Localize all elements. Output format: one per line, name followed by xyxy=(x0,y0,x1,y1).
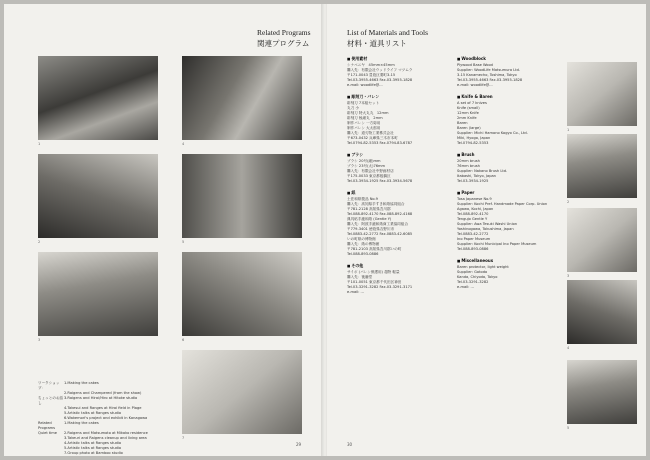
section-line: 彫刻刀 特大丸丸 12mm xyxy=(347,111,389,115)
material-section xyxy=(457,190,557,252)
section-title: ■ 彫刻刀・バレン xyxy=(347,94,447,100)
section-line: Miki, Hyogo, Japan xyxy=(457,136,491,140)
section-line: Supplier: Kochi Municipal Ino Paper Museum xyxy=(457,242,537,246)
section-line: シナベニヤ 45mm×45mm xyxy=(347,63,395,67)
heading-en: Related Programs xyxy=(257,28,311,37)
section-line: Knife (small) xyxy=(457,106,480,110)
section-line: 〒175-0033 東京都板橋区 xyxy=(347,174,391,178)
photo-6 xyxy=(182,252,302,336)
section-line: 12mm Knife xyxy=(457,111,479,115)
materials-column-en xyxy=(457,56,557,296)
material-section xyxy=(347,94,447,146)
photo-number: 3 xyxy=(567,274,570,278)
section-line: 〒171-0043 豊島区要町3-15 xyxy=(347,73,396,77)
section-line: Tel.088-892-4170 Fax.088-892-4168 xyxy=(347,212,413,216)
section-line: 制作バレン 大太郎用 xyxy=(347,126,381,130)
section-line: 典具帖手漉和紙 (Gentle Y) xyxy=(347,217,392,221)
section-line: Supplier: Michi Hamono Kogyo Co., Ltd. xyxy=(457,131,528,135)
heading-en: List of Materials and Tools xyxy=(347,28,428,37)
section-line: Supplier: WoodLife Matsumura Ltd. xyxy=(457,68,521,72)
photo-number: 6 xyxy=(182,338,185,342)
tool-photo-2 xyxy=(567,134,637,198)
section-line: A set of 7 knives xyxy=(457,101,487,105)
materials-column-jp xyxy=(347,56,447,301)
section-line: Tel.03-3291-3282 xyxy=(457,280,489,284)
tool-photo-5 xyxy=(567,360,637,424)
section-line: いの町紙の博物館 xyxy=(347,237,376,241)
section-line: Tel.03-3955-4663 Fax.03-3955-1828 xyxy=(457,78,523,82)
material-section xyxy=(457,56,557,88)
material-section xyxy=(457,94,557,146)
photo-number: 1 xyxy=(567,128,570,132)
section-line: 〒781-2128 高知県吾川郡 xyxy=(347,207,391,211)
section-line: 購入先：高知県手すき和紙協同組合 xyxy=(347,202,405,206)
section-line: 彫刻刀 極細丸 2mm xyxy=(347,116,383,120)
section-title: ■ 紙 xyxy=(347,190,447,196)
section-title: ■ Miscellaneous xyxy=(457,258,557,264)
tool-photo-3 xyxy=(567,208,637,272)
section-line: 購入先：有限会社中野画材店 xyxy=(347,169,394,173)
photo-3 xyxy=(38,252,158,336)
photo-number: 5 xyxy=(567,426,570,430)
section-line: Tel.03-3955-4663 Fax.03-3955-1828 xyxy=(347,78,413,82)
section-line: Tel.03-3291-3282 Fax.03-3291-3171 xyxy=(347,285,413,289)
photo-captions: ワークショップ： 1.Making the cakes 2.Raigens and Champered (from the show) ちょっとのお話し 3.Raigens and Hirai/Hiro at Hitoke studio 4.Takesui and Ranges at Hirai field in Plage 5.Artistic talks at Ranges studio 6.Wakemori's project and exhibit in Kanagawa Related Programs 1.Making the cakes Quiet time 2.Raigens and Matsumoto at Mikako residence 3.Takeuri and Raigens cleanup and living area 4.Artistic talks at Ranges studio 5.Artistic talks at Ranges studio 7.Group photo at Bamboo studio xyxy=(38,381,148,455)
section-line: 丸刀 小 xyxy=(347,106,359,110)
section-title: ■ その他 xyxy=(347,263,447,269)
section-line: 購入先：道刃物工業株式会社 xyxy=(347,131,394,135)
photo-4 xyxy=(182,56,302,140)
material-section xyxy=(347,263,447,295)
section-line: Tel.088-893-0886 xyxy=(347,252,379,256)
section-line: e-mail: woodlife@... xyxy=(347,83,383,87)
photo-number: 4 xyxy=(182,142,185,146)
section-title: ■ ブラシ xyxy=(347,152,447,158)
section-line: Tosa Japanese No.9 xyxy=(457,197,492,201)
photo-1 xyxy=(38,56,158,140)
section-line: Yoshinogawa, Tokushima, Japan xyxy=(457,227,514,231)
section-title: ■ Paper xyxy=(457,190,557,196)
section-line: 〒673-0432 兵庫県三木市本町 xyxy=(347,136,398,140)
section-line: Ino Paper Museum xyxy=(457,237,491,241)
section-line: Plywood Base Wood xyxy=(457,63,493,67)
section-line: Agawa, Kochi, Japan xyxy=(457,207,494,211)
section-line: Tel.03-3934-1925 xyxy=(457,179,489,183)
photo-number: 4 xyxy=(567,346,570,350)
section-line: Baren protector, light weight xyxy=(457,265,509,269)
section-line: Tengujo Gentle Y xyxy=(457,217,488,221)
tool-photo-4 xyxy=(567,280,637,344)
photo-number: 2 xyxy=(567,200,570,204)
heading-jp: 材料・道具リスト xyxy=(347,39,407,48)
section-line: Supplier: Awa Tesuki Washi Union xyxy=(457,222,518,226)
section-line: 76mm brush xyxy=(457,164,480,168)
photo-number: 2 xyxy=(38,240,41,244)
section-line: 〒781-2103 高知県吾川郡いの町 xyxy=(347,247,402,251)
photo-5 xyxy=(182,154,302,238)
section-line: ブラシ 23号(太)76mm xyxy=(347,164,386,168)
section-line: Tel.0883-42-2772 xyxy=(457,232,489,236)
section-line: 購入先：阿波手漉和紙商工業協同組合 xyxy=(347,222,409,226)
section-title: ■ 使用素材 xyxy=(347,56,447,62)
section-line: 彫刻刀 7本組セット xyxy=(347,101,380,105)
right-heading xyxy=(347,28,428,49)
section-line: Tel.0794-82-5353 xyxy=(457,141,489,145)
section-line: Tel.03-3934-1925 Fax.03-3934-5678 xyxy=(347,179,413,183)
material-section xyxy=(457,152,557,184)
section-line: 購入先：後藤堂 xyxy=(347,275,373,279)
section-line: Supplier: Kochi Pref. Handmade Paper Corp. Union xyxy=(457,202,548,206)
section-line: e-mail: woodlife@... xyxy=(457,83,493,87)
photo-2 xyxy=(38,154,158,238)
right-page xyxy=(327,4,646,456)
section-line: Supplier: Gotodo xyxy=(457,270,488,274)
section-line: Tel.088-893-0886 xyxy=(457,247,489,251)
section-title: ■ Woodblock xyxy=(457,56,557,62)
section-line: Supplier: Nakano Brush Ltd. xyxy=(457,169,508,173)
section-line: Baren (large) xyxy=(457,126,481,130)
material-section xyxy=(457,258,557,290)
material-section xyxy=(347,56,447,88)
section-title: ■ Brush xyxy=(457,152,557,158)
section-line: 2mm Knife xyxy=(457,116,477,120)
left-page xyxy=(4,4,323,456)
section-line: 3-15 Kanamecho, Toshima, Tokyo xyxy=(457,73,517,77)
left-heading xyxy=(257,28,311,49)
section-line: 20mm brush xyxy=(457,159,480,163)
section-line: 購入先：有限会社ウッドライフ マツムラ xyxy=(347,68,413,72)
section-line: Tel.088-892-4170 xyxy=(457,212,489,216)
section-title: ■ Knife & Baren xyxy=(457,94,557,100)
page-number: 30 xyxy=(347,442,353,447)
photo-number: 1 xyxy=(38,142,41,146)
section-line: Tel.0794-82-5353 Fax.0794-83-6787 xyxy=(347,141,413,145)
section-line: 制作バレン 一方彫用 xyxy=(347,121,381,125)
section-line: e-mail: ... xyxy=(347,290,364,294)
section-line: 購入先：紙の博物館 xyxy=(347,242,380,246)
page-number: 29 xyxy=(296,442,302,447)
photo-number: 7 xyxy=(182,436,185,440)
section-line: e-mail: ... xyxy=(457,285,474,289)
section-line: サイボ (バレン保護用) 超特 軽量 xyxy=(347,270,400,274)
tool-photo-1 xyxy=(567,62,637,126)
section-line: Kanda, Chiyoda, Tokyo xyxy=(457,275,498,279)
heading-jp: 関連プログラム xyxy=(257,39,310,48)
section-line: 〒779-3401 徳島県吉野川市 xyxy=(347,227,395,231)
section-line: Itabashi, Tokyo, Japan xyxy=(457,174,496,178)
section-line: Baren xyxy=(457,121,468,125)
section-line: 〒101-0051 東京都千代田区神田 xyxy=(347,280,402,284)
section-line: 土佐和紙製品 No.9 xyxy=(347,197,378,201)
material-section xyxy=(347,190,447,257)
photo-number: 3 xyxy=(38,338,41,342)
material-section xyxy=(347,152,447,184)
section-line: ブラシ 20号(細)mm xyxy=(347,159,381,163)
photo-number: 5 xyxy=(182,240,185,244)
section-line: Tel.0883-42-2772 Fax.0883-42-6085 xyxy=(347,232,413,236)
